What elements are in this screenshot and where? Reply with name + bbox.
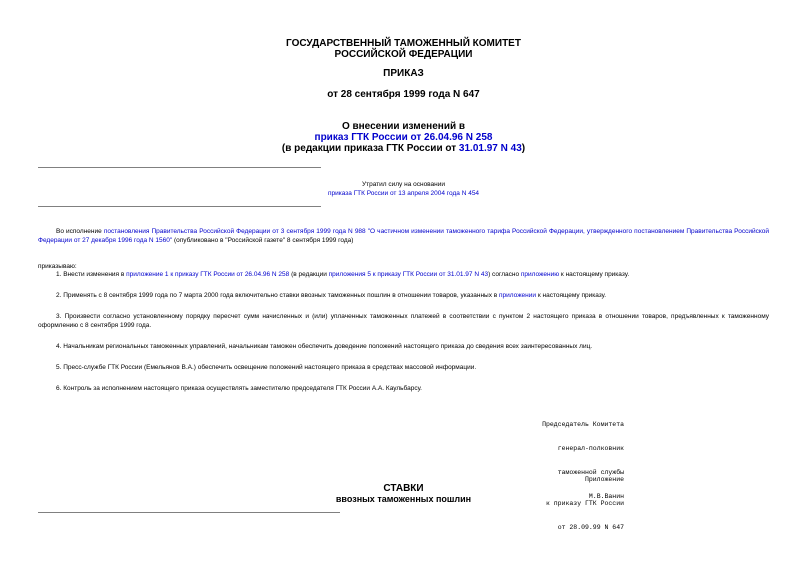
i1-a: 1. Внести изменения в — [56, 271, 127, 278]
p1-suffix: (опубликовано в "Российской газете" 8 сентября 1999 года) — [172, 237, 354, 244]
org-name-line2: РОССИЙСКОЙ ФЕДЕРАЦИИ — [334, 49, 473, 60]
signature-line1: Председатель Комитета — [542, 421, 624, 428]
p1-link[interactable]: постановления Правительства Российской Федерации от 3 сентября 1999 года N 988 "О частичном изменении таможенного тарифа Российской Федерации, утвержденного постановлением Правительства Российской Федерации от 27 декабря 1996 года N 1560" — [38, 228, 769, 244]
doc-title-line1: О внесении изменений в — [341, 121, 466, 132]
i1-link1[interactable]: приложение 1 к приказу ГТК России от 26.04.96 N 258 — [126, 271, 290, 278]
order-word: приказываю: — [38, 263, 77, 270]
i2-a: 2. Применять с 8 сентября 1999 года по 7 марта 2000 года включительно ставки ввозных таможенных пошлин в отношении товаров, указанных в — [56, 292, 500, 299]
item-4: 4. Начальникам региональных таможенных управлений, начальникам таможен обеспечить доведение положений настоящего приказа до сведения всех заинтересованных лиц. — [56, 343, 593, 350]
preamble-paragraph — [38, 227, 769, 245]
title-line3-prefix: (в редакции приказа ГТК России от — [281, 143, 459, 154]
title-line3-link[interactable]: 31.01.97 N 43 — [458, 143, 522, 154]
item-5: 5. Пресс-службе ГТК России (Емельянов В.А.) обеспечить освещение положений настоящего приказа в средствах массовой информации. — [56, 364, 477, 371]
doc-title — [0, 121, 807, 154]
divider-top — [38, 167, 321, 168]
i1-c: ) согласно — [488, 271, 521, 278]
item-6: 6. Контроль за исполнением настоящего приказа осуществлять заместителю председателя ГТК России А.А. Каульбарсу. — [56, 385, 422, 392]
signature-line4: М.В.Ванин — [588, 493, 624, 500]
appendix-line1: Приложение — [584, 476, 624, 483]
item-1 — [38, 270, 769, 279]
status-block — [300, 180, 507, 198]
divider-status — [38, 206, 321, 207]
title-line3-suffix: ) — [521, 143, 526, 154]
rates-subtitle: ввозных таможенных пошлин — [335, 494, 472, 504]
item-3: 3. Произвести согласно установленному порядку пересчет сумм начисленных и (или) уплаченных таможенных платежей в соответствии с пунктом 2 настоящего приказа в отношении товаров, предъявленных к таможенному оформлению с 8 сентября 1999 года. — [38, 313, 769, 329]
status-line1: Утратил силу на основании — [361, 181, 446, 188]
org-name — [0, 38, 807, 60]
i1-link3[interactable]: приложению — [520, 271, 560, 278]
org-name-line1: ГОСУДАРСТВЕННЫЙ ТАМОЖЕННЫЙ КОМИТЕТ — [286, 38, 521, 49]
status-link[interactable]: приказа ГТК России от 13 апреля 2004 года N 454 — [327, 190, 480, 197]
doc-date: от 28 сентября 1999 года N 647 — [327, 89, 480, 100]
signature-line3: таможенной службы — [557, 469, 624, 476]
p1-prefix: Во исполнение — [56, 228, 104, 235]
divider-bottom — [38, 512, 340, 513]
rates-title: СТАВКИ — [383, 483, 424, 494]
i2-b: к настоящему приказу. — [536, 292, 607, 299]
i1-d: к настоящему приказу. — [559, 271, 630, 278]
title-link[interactable]: приказ ГТК России от 26.04.96 N 258 — [314, 132, 493, 143]
i2-link[interactable]: приложении — [499, 292, 537, 299]
appendix-line3: от 28.09.99 N 647 — [557, 524, 624, 531]
signature-line2: генерал-полковник — [557, 445, 624, 452]
item-2 — [38, 291, 769, 300]
appendix-line2: к приказу ГТК России — [545, 500, 624, 507]
i1-link2[interactable]: приложения 5 к приказу ГТК России от 31.01.97 N 43 — [328, 271, 489, 278]
i1-b: (в редакции — [289, 271, 329, 278]
doc-type: ПРИКАЗ — [383, 68, 424, 79]
